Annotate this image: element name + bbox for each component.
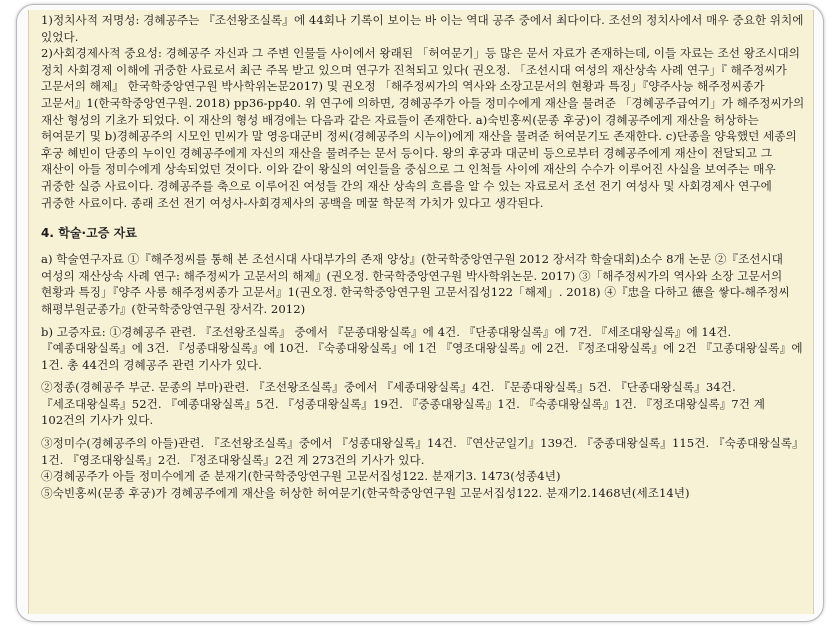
section-heading: 4. 학술·고증 자료 bbox=[41, 226, 137, 241]
paragraph-jeong-jong-records: ②정종(경혜공주 부군. 문종의 부마)관련. 『조선왕조실록』중에서 『세종대왕실록』4건. 『문종대왕실록』5건. 『단종대왕실록』34건. 『세조대왕실록』52건. 『예종대왕실록』5건. 『성종대왕실록』19건. 『중종대왕실록』1건. 『숙종대왕실록』1건. 『정조대왕실록』7건 계 102건의 기사가 있다. bbox=[41, 380, 765, 428]
paragraph-jeong-misu-records: ③정미수(경혜공주의 아들)관련. 『조선왕조실록』중에서 『성종대왕실록』14건. 『연산군일기』139건. 『중종대왕실록』115건. 『숙종대왕실록』1건. 『영조대왕실록』2건. 『정조대왕실록』2건 계 273건의 기사가 있다. bbox=[41, 436, 804, 467]
paragraph-bequest-document: ⑤숙빈홍씨(문종 후궁)가 경혜공주에게 재산을 허상한 허여문기(한국학중앙연구원 고문서집성122. 분재기2.1468년(세조14년) bbox=[41, 485, 690, 500]
paragraph-academic-materials: a) 학술연구자료 ①『해주정씨를 통해 본 조선시대 사대부가의 존재 양상』(한국학중앙연구원 2012 장서각 학술대회)소수 8개 논문 ②『조선시대 여성의 재산상속 사례 연구: 해주정씨가 고문서의 해제』(권오정. 한국학중앙연구원 박사학위논문. 2017) ③「해주정씨가의 역사와 소장 고문서의 현황과 특징」『양주 사릉 해주정씨종가 고문서』1(권오정. 한국학중앙연구원 고문서집성122「해제」. 2018) ④『忠을 다하고 德을 쌓다-해주정씨 해평부원군종가』(한국학중앙연구원 장서각. 2012) bbox=[41, 252, 790, 316]
paragraph-verification-materials: b) 고증자료: ①경혜공주 관련. 『조선왕조실록』 중에서 『문종대왕실록』에 4건. 『단종대왕실록』에 7건. 『세조대왕실록』에 14건. 『예종대왕실록』에 3건. 『성종대왕실록』에 10건. 『숙종대왕실록』에 1건 『영조대왕실록』에 2건. 『정조대왕실록』에 2건 『고종대왕실록』에 1건. 총 44건의 경혜공주 관련 기사가 있다. bbox=[41, 324, 803, 372]
paragraph-socioeconomic-significance: 2)사회경제사적 중요성: 경혜공주 자신과 그 주변 인물들 사이에서 왕래된 「허여문기」등 많은 문서 자료가 존재하는데, 이들 자료는 조선 왕조시대의 정치 사회경제 이해에 귀중한 사료로서 최근 주목 받고 있으며 연구가 진척되고 있다( 권오정. 「조선시대 여성의 재산상속 사례 연구」『 해주정씨가 고문서의 해제』 한국학중앙연구원 박사학위논문2017) 및 권오정 「해주정씨가의 역사와 소장고문서의 현황과 특징」『양주사능 해주정씨종가 고문서』1(한국학중앙연구원. 2018) pp36-pp40. 위 연구에 의하면, 경혜공주가 아들 정미수에게 재산을 물려준 「경혜공주급여기」가 해주정씨가의 재산 형성의 기초가 되었다. 이 재산의 형성 배경에는 다음과 같은 자료들이 존재한다. a)숙빈홍씨(문종 후궁)이 경혜공주에게 재산을 허상하는 허여문기 및 b)경혜공주의 시모인 민씨가 말 영응대군비 정씨(경혜공주의 시누이)에게 재산을 물려준 허여문기도 존재한다. c)단종을 양육했던 세종의 후궁 혜빈이 단종의 누이인 경혜공주에게 자신의 재산을 물려주는 문서 등이다. 왕의 후궁과 대군비 등으로부터 경혜공주에게 재산이 전달되고 그 재산이 아들 정미수에게 상속되었던 것이다. 이와 같이 왕실의 여인들을 중심으로 그 인척들 사이에 재산의 수수가 이루어진 사실을 보여주는 매우 귀중한 실증 사료이다. 경혜공주를 축으로 이루어진 여성들 간의 재산 상속의 흐름을 알 수 있는 자료로서 조선 전기 여성사 및 사회경제사 연구에 귀중한 사료이다. 종래 조선 전기 여성사-사회경제사의 공백을 메꿀 학문적 가치가 있다고 생각된다. bbox=[41, 46, 805, 210]
document-page bbox=[28, 10, 814, 614]
paragraph-inheritance-document: ④경혜공주가 아들 정미수에게 준 분재기(한국학중앙연구원 고문서집성122. 분재기3. 1473(성종4년) bbox=[41, 469, 561, 484]
paragraph-political-significance: 1)정치사적 저명성: 경혜공주는 『조선왕조실록』에 44회나 기록이 보이는 바 이는 역대 공주 중에서 최다이다. 조선의 정치사에서 매우 중요한 위치에 있었다. bbox=[41, 13, 804, 44]
document-body bbox=[29, 10, 813, 501]
